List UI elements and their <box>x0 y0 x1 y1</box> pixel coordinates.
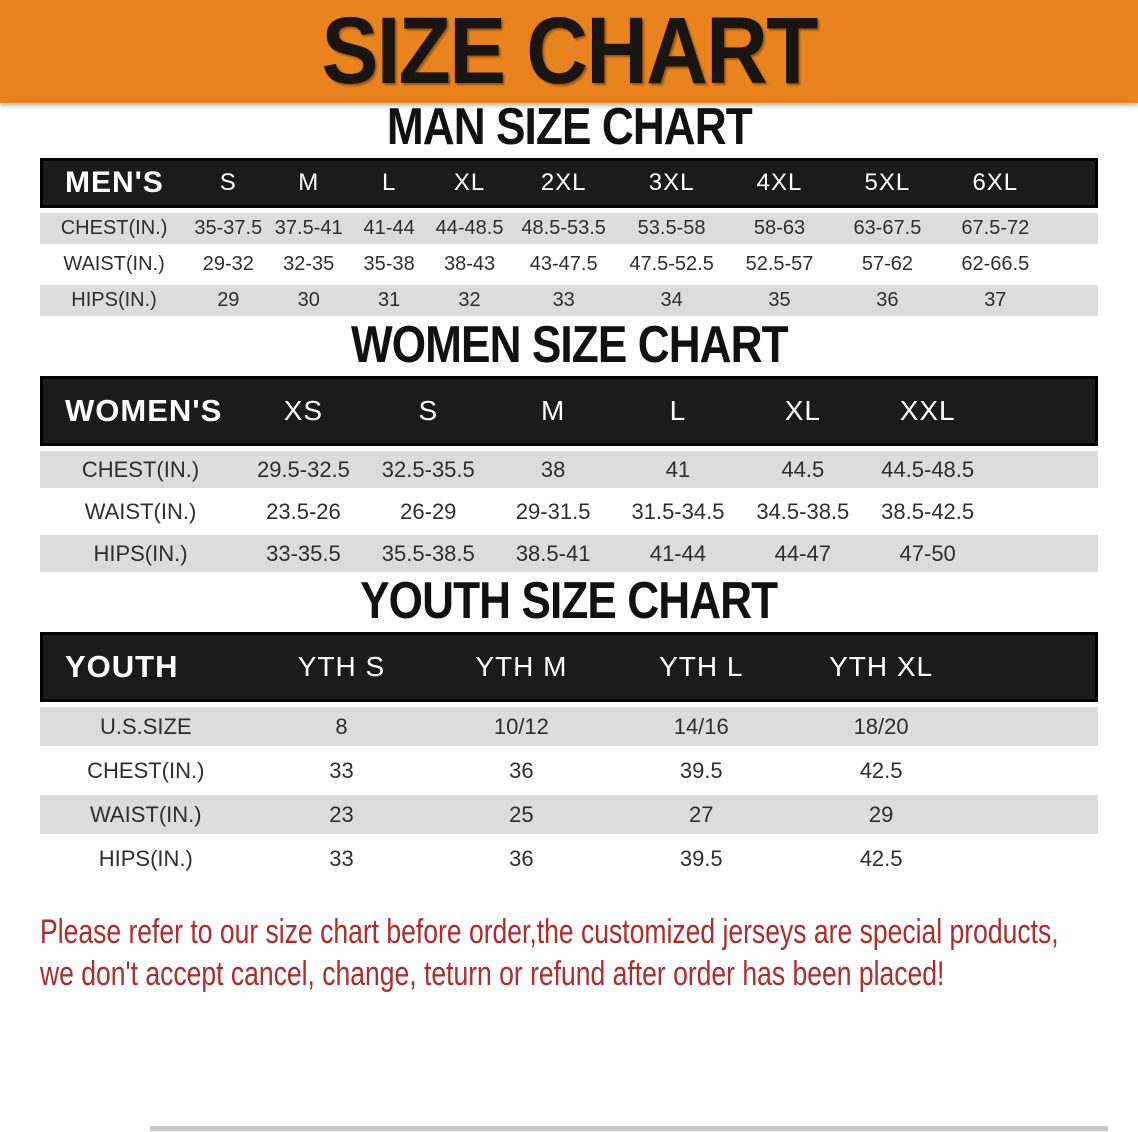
size-value: 48.5-53.5 <box>510 213 618 244</box>
size-value: 10/12 <box>431 707 611 746</box>
table-row <box>40 751 1098 790</box>
size-value: 33 <box>252 751 432 790</box>
size-value: 33 <box>252 839 432 878</box>
youth-size-section <box>0 572 1138 883</box>
column-header: YTH XL <box>791 632 971 702</box>
filler-cell <box>990 451 1098 488</box>
filler-cell <box>971 707 1098 746</box>
size-value: 27 <box>611 795 791 834</box>
size-value: 41-44 <box>349 213 429 244</box>
size-value: 8 <box>252 707 432 746</box>
size-value: 36 <box>833 285 941 316</box>
column-header: L <box>349 158 429 208</box>
youth-section-heading <box>0 572 1138 631</box>
table-row <box>40 707 1098 746</box>
column-header: XL <box>429 158 509 208</box>
size-value: 35-37.5 <box>188 213 268 244</box>
disclaimer <box>40 911 1138 995</box>
size-value: 38-43 <box>429 249 509 280</box>
size-value: 44.5 <box>740 451 865 488</box>
size-value: 35.5-38.5 <box>366 535 491 572</box>
size-value: 35-38 <box>349 249 429 280</box>
column-header: XS <box>241 376 366 446</box>
table-header-row <box>40 632 1098 702</box>
size-value: 37.5-41 <box>269 213 349 244</box>
size-value: 31.5-34.5 <box>616 493 741 530</box>
banner <box>0 0 1138 103</box>
column-header: XXL <box>865 376 990 446</box>
size-value: 38.5-42.5 <box>865 493 990 530</box>
filler-cell <box>990 376 1098 446</box>
size-value: 37 <box>941 285 1049 316</box>
table-row <box>40 285 1098 316</box>
size-value: 41-44 <box>616 535 741 572</box>
size-value: 29 <box>188 285 268 316</box>
row-label: WAIST(IN.) <box>40 493 241 530</box>
women-section-heading <box>0 316 1138 375</box>
filler-cell <box>971 839 1098 878</box>
column-header: S <box>366 376 491 446</box>
size-value: 38.5-41 <box>491 535 616 572</box>
size-value: 42.5 <box>791 751 971 790</box>
column-header: M <box>491 376 616 446</box>
size-value: 35 <box>726 285 834 316</box>
men-section-heading <box>0 98 1138 157</box>
size-value: 57-62 <box>833 249 941 280</box>
column-header: 3XL <box>618 158 726 208</box>
column-header: XL <box>740 376 865 446</box>
column-header: YTH M <box>431 632 611 702</box>
disclaimer-line-1: Please refer to our size chart before order,the customized jerseys are special products, <box>40 913 1059 951</box>
size-value: 25 <box>431 795 611 834</box>
column-header: YTH S <box>252 632 432 702</box>
women-section-heading-text: WOMEN SIZE CHART <box>350 316 788 375</box>
table-row <box>40 493 1098 530</box>
size-value: 32.5-35.5 <box>366 451 491 488</box>
row-label: HIPS(IN.) <box>40 535 241 572</box>
size-value: 44.5-48.5 <box>865 451 990 488</box>
size-value: 43-47.5 <box>510 249 618 280</box>
table-header-row <box>40 158 1098 208</box>
size-value: 63-67.5 <box>833 213 941 244</box>
table-row <box>40 249 1098 280</box>
table-row <box>40 839 1098 878</box>
size-value: 26-29 <box>366 493 491 530</box>
size-value: 34 <box>618 285 726 316</box>
size-value: 29-32 <box>188 249 268 280</box>
filler-cell <box>1049 285 1098 316</box>
row-label: CHEST(IN.) <box>40 451 241 488</box>
size-value: 23 <box>252 795 432 834</box>
size-value: 29 <box>791 795 971 834</box>
filler-cell <box>971 795 1098 834</box>
men-section-heading-text: MAN SIZE CHART <box>386 98 752 157</box>
table-row <box>40 795 1098 834</box>
row-label: HIPS(IN.) <box>40 839 252 878</box>
row-label: CHEST(IN.) <box>40 213 188 244</box>
table-title: YOUTH <box>40 632 252 702</box>
filler-cell <box>971 751 1098 790</box>
table-header-row <box>40 376 1098 446</box>
women-size-table <box>40 371 1098 577</box>
filler-cell <box>1049 249 1098 280</box>
men-size-table <box>40 153 1098 321</box>
size-value: 44-47 <box>740 535 865 572</box>
table-row <box>40 213 1098 244</box>
table-row <box>40 451 1098 488</box>
size-value: 44-48.5 <box>429 213 509 244</box>
filler-cell <box>990 493 1098 530</box>
size-value: 29-31.5 <box>491 493 616 530</box>
size-value: 47.5-52.5 <box>618 249 726 280</box>
size-value: 33 <box>510 285 618 316</box>
column-header: S <box>188 158 268 208</box>
filler-cell <box>1049 158 1098 208</box>
banner-title: SIZE CHART <box>321 0 817 104</box>
filler-cell <box>971 632 1098 702</box>
column-header: 2XL <box>510 158 618 208</box>
size-value: 18/20 <box>791 707 971 746</box>
size-value: 52.5-57 <box>726 249 834 280</box>
column-header: YTH L <box>611 632 791 702</box>
filler-cell <box>1049 213 1098 244</box>
size-value: 53.5-58 <box>618 213 726 244</box>
row-label: WAIST(IN.) <box>40 795 252 834</box>
size-value: 32 <box>429 285 509 316</box>
size-value: 34.5-38.5 <box>740 493 865 530</box>
women-size-section <box>0 316 1138 577</box>
size-value: 39.5 <box>611 839 791 878</box>
column-header: 5XL <box>833 158 941 208</box>
size-value: 32-35 <box>269 249 349 280</box>
filler-cell <box>990 535 1098 572</box>
column-header: 4XL <box>726 158 834 208</box>
row-label: CHEST(IN.) <box>40 751 252 790</box>
row-label: U.S.SIZE <box>40 707 252 746</box>
size-value: 14/16 <box>611 707 791 746</box>
row-label: HIPS(IN.) <box>40 285 188 316</box>
size-value: 42.5 <box>791 839 971 878</box>
size-value: 41 <box>616 451 741 488</box>
size-value: 29.5-32.5 <box>241 451 366 488</box>
youth-section-heading-text: YOUTH SIZE CHART <box>360 572 778 631</box>
row-label: WAIST(IN.) <box>40 249 188 280</box>
size-value: 36 <box>431 751 611 790</box>
size-value: 58-63 <box>726 213 834 244</box>
size-value: 33-35.5 <box>241 535 366 572</box>
bottom-divider <box>150 1126 1108 1131</box>
size-value: 30 <box>269 285 349 316</box>
size-value: 39.5 <box>611 751 791 790</box>
youth-size-table <box>40 627 1098 883</box>
column-header: M <box>269 158 349 208</box>
column-header: L <box>616 376 741 446</box>
column-header: 6XL <box>941 158 1049 208</box>
size-value: 31 <box>349 285 429 316</box>
men-size-section <box>0 98 1138 321</box>
table-title: MEN'S <box>40 158 188 208</box>
table-title: WOMEN'S <box>40 376 241 446</box>
size-value: 47-50 <box>865 535 990 572</box>
size-value: 23.5-26 <box>241 493 366 530</box>
table-row <box>40 535 1098 572</box>
size-value: 67.5-72 <box>941 213 1049 244</box>
disclaimer-line-2: we don't accept cancel, change, teturn or refund after order has been placed! <box>40 955 945 993</box>
size-value: 36 <box>431 839 611 878</box>
size-value: 38 <box>491 451 616 488</box>
size-value: 62-66.5 <box>941 249 1049 280</box>
